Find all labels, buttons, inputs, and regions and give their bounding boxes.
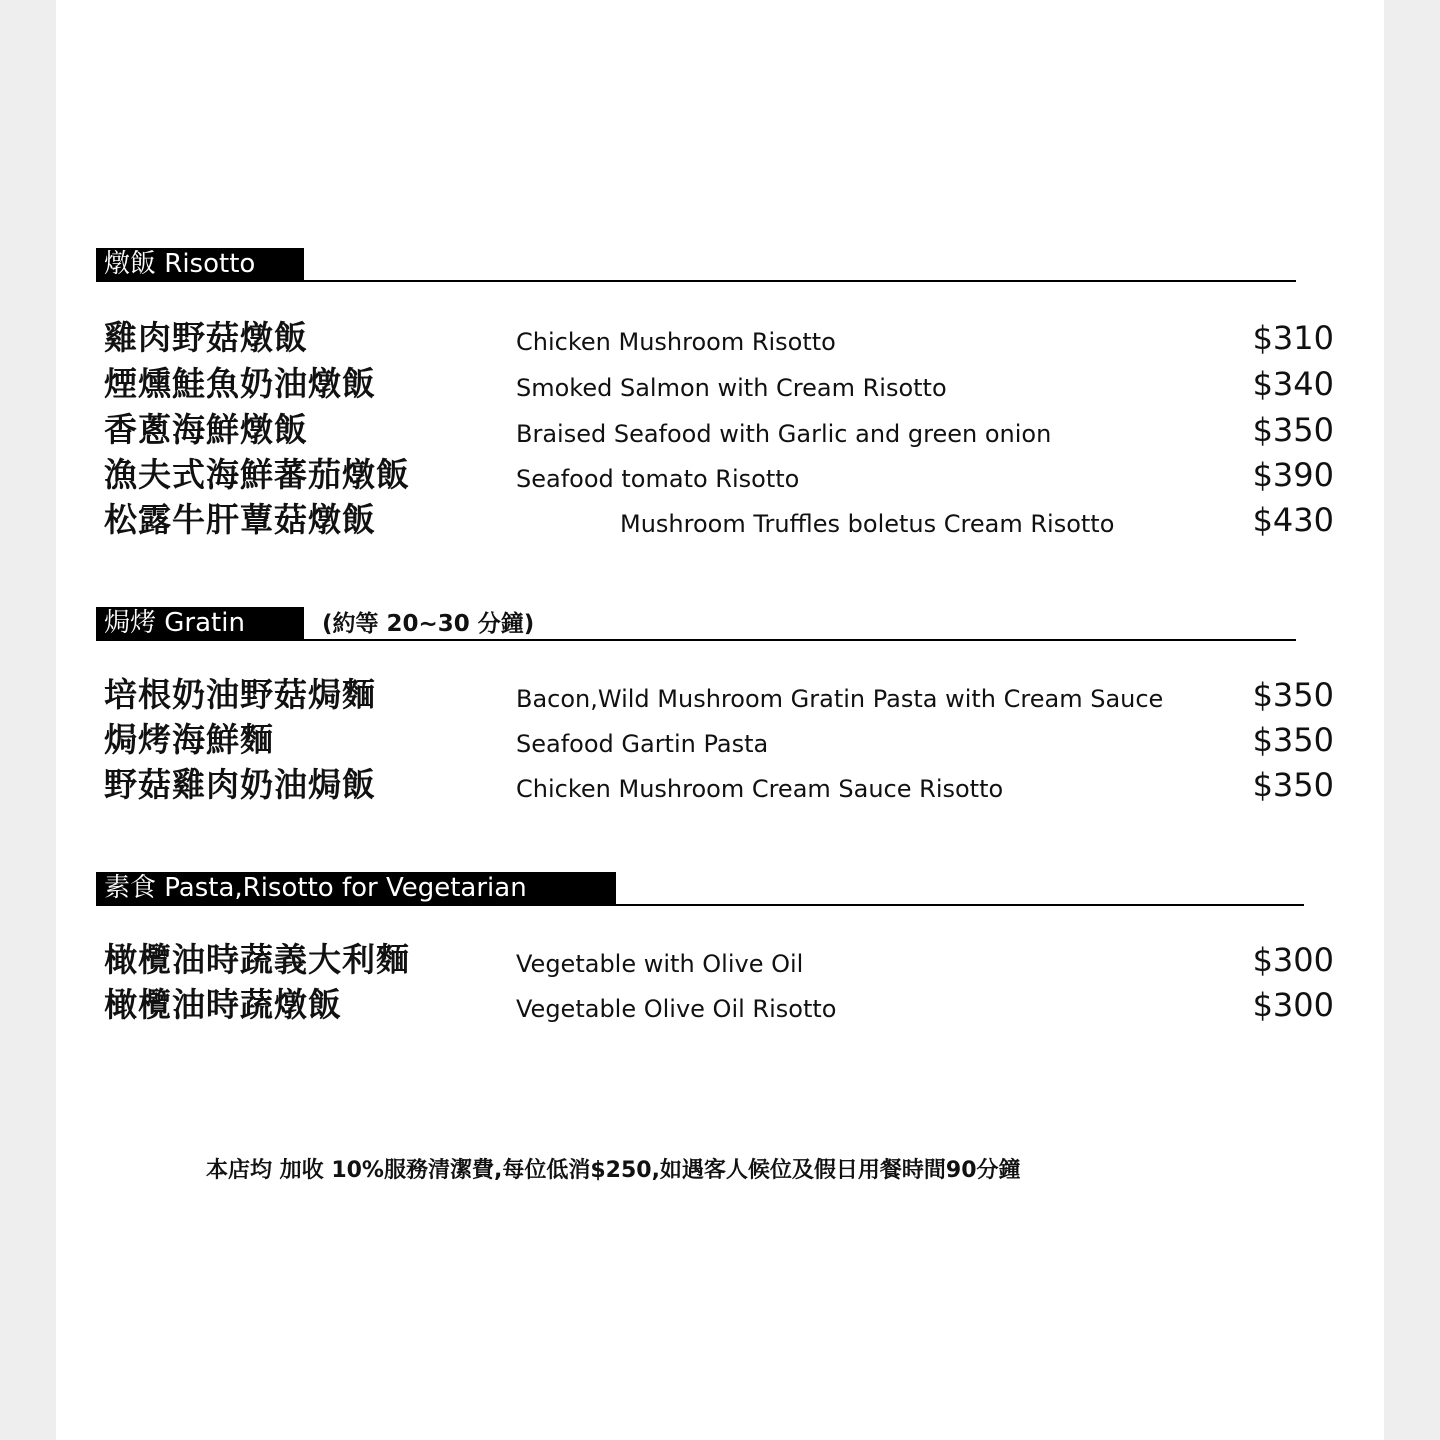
- item-name-zh: 漁夫式海鮮蕃茄燉飯: [104, 455, 410, 494]
- service-charge-note: 本店均 加收 10%服務清潔費,每位低消$250,如遇客人候位及假日用餐時間90分鐘: [206, 1158, 1021, 1183]
- menu-item: [104, 720, 1336, 766]
- item-price: $340: [1252, 365, 1334, 403]
- item-name-en: Seafood Gartin Pasta: [516, 730, 769, 758]
- item-price: $430: [1252, 501, 1334, 539]
- item-name-zh: 香蔥海鮮燉飯: [104, 410, 308, 449]
- item-price: $300: [1252, 986, 1334, 1024]
- section-note: (約等 20~30 分鐘): [322, 611, 535, 637]
- item-name-en: Bacon,Wild Mushroom Gratin Pasta with Cream Sauce: [516, 685, 1164, 713]
- section-divider: [96, 904, 1304, 906]
- item-name-en: Smoked Salmon with Cream Risotto: [516, 374, 947, 402]
- section-header-gratin: [96, 607, 1296, 641]
- menu-item: [104, 675, 1336, 721]
- item-name-en: Seafood tomato Risotto: [516, 465, 800, 493]
- item-name-zh: 松露牛肝蕈菇燉飯: [104, 500, 376, 539]
- section-header-vegetarian: [96, 872, 1304, 906]
- item-name-en: Braised Seafood with Garlic and green onion: [516, 420, 1052, 448]
- item-price: $310: [1252, 319, 1334, 357]
- item-name-en: Mushroom Truffles boletus Cream Risotto: [620, 510, 1115, 538]
- section-title: 素食 Pasta,Risotto for Vegetarian: [96, 872, 616, 904]
- section-divider: [96, 280, 1296, 282]
- menu-item: [104, 410, 1336, 456]
- section-title: 燉飯 Risotto: [96, 248, 304, 280]
- item-name-zh: 培根奶油野菇焗麵: [104, 675, 376, 714]
- item-price: $300: [1252, 941, 1334, 979]
- item-name-zh: 煙燻鮭魚奶油燉飯: [104, 364, 376, 403]
- section-divider: [96, 639, 1296, 641]
- menu-item: [104, 500, 1336, 546]
- item-name-zh: 焗烤海鮮麵: [104, 720, 274, 759]
- item-name-en: Chicken Mushroom Cream Sauce Risotto: [516, 775, 1004, 803]
- menu-item: [104, 985, 1336, 1031]
- section-title: 焗烤 Gratin: [96, 607, 304, 639]
- item-name-zh: 雞肉野菇燉飯: [104, 318, 308, 357]
- menu-item: [104, 940, 1336, 986]
- item-name-zh: 野菇雞肉奶油焗飯: [104, 765, 376, 804]
- menu-item: [104, 364, 1336, 410]
- item-name-zh: 橄欖油時蔬燉飯: [104, 985, 342, 1024]
- item-name-en: Chicken Mushroom Risotto: [516, 328, 836, 356]
- item-price: $350: [1252, 721, 1334, 759]
- item-price: $390: [1252, 456, 1334, 494]
- menu-item: [104, 765, 1336, 811]
- item-name-zh: 橄欖油時蔬義大利麵: [104, 940, 410, 979]
- item-price: $350: [1252, 676, 1334, 714]
- item-price: $350: [1252, 411, 1334, 449]
- menu-item: [104, 455, 1336, 501]
- item-name-en: Vegetable Olive Oil Risotto: [516, 995, 837, 1023]
- item-name-en: Vegetable with Olive Oil: [516, 950, 804, 978]
- section-header-risotto: [96, 248, 1296, 282]
- menu-item: [104, 318, 1336, 364]
- item-price: $350: [1252, 766, 1334, 804]
